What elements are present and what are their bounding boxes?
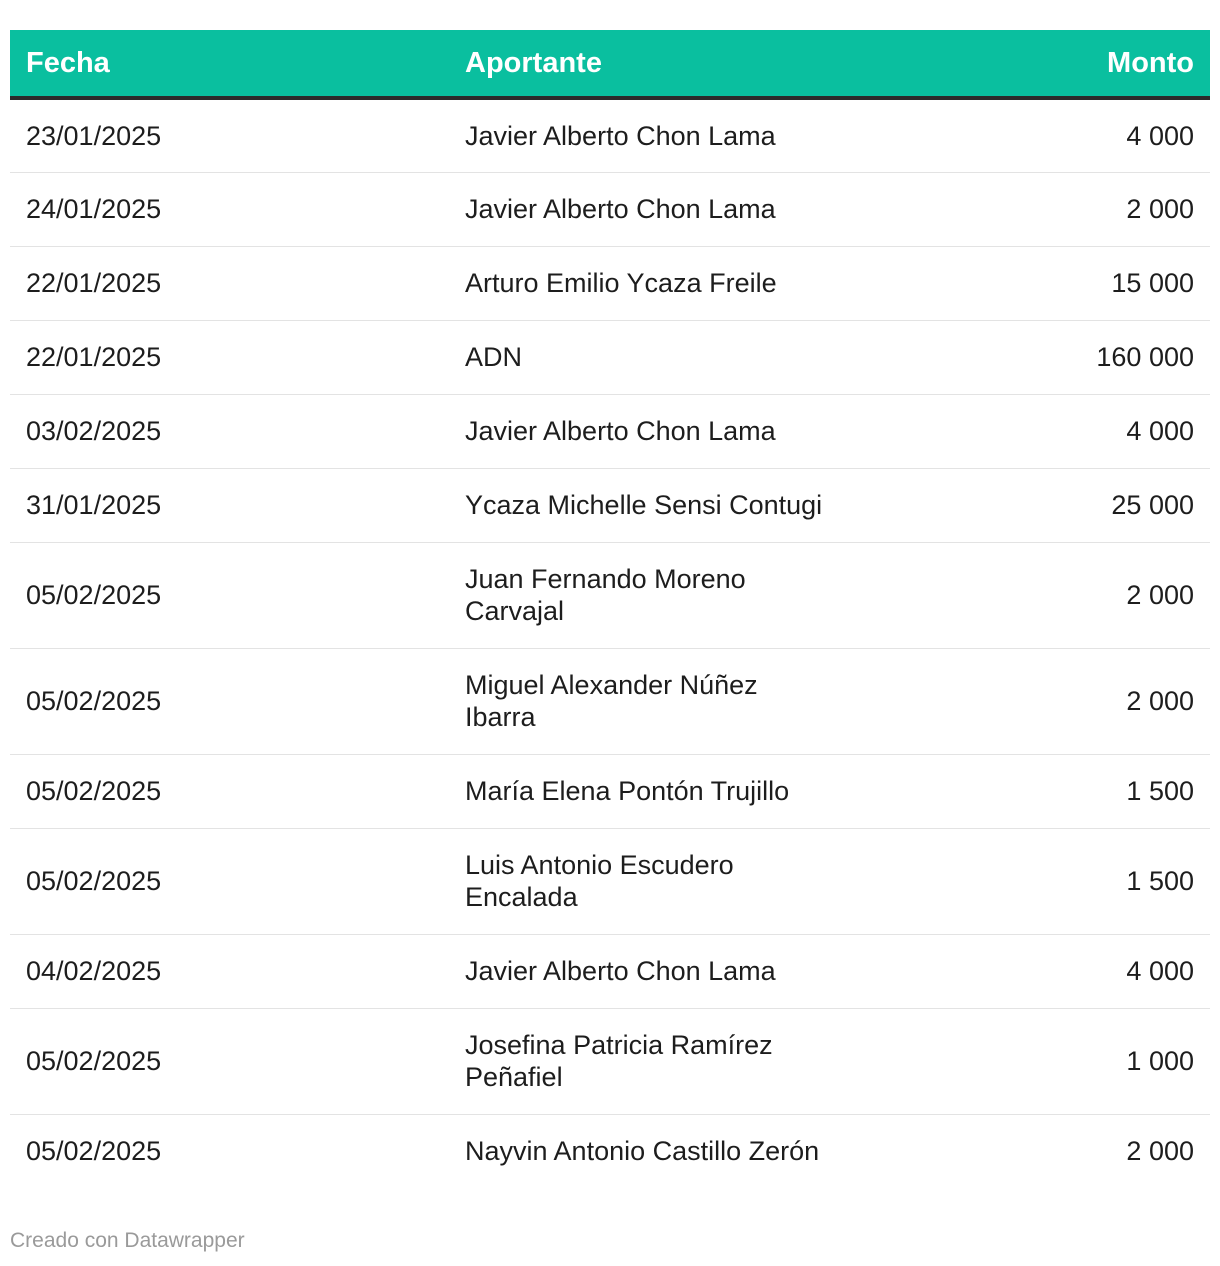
cell-fecha: 05/02/2025 xyxy=(10,754,449,828)
column-header-aportante[interactable]: Aportante xyxy=(449,30,829,98)
cell-fecha: 05/02/2025 xyxy=(10,828,449,934)
cell-aportante: Arturo Emilio Ycaza Freile xyxy=(449,246,829,320)
header-row xyxy=(10,30,1210,98)
table-row xyxy=(10,394,1210,468)
cell-aportante: Javier Alberto Chon Lama xyxy=(449,172,829,246)
cell-monto: 2 000 xyxy=(829,172,1210,246)
cell-fecha: 05/02/2025 xyxy=(10,542,449,648)
table-row xyxy=(10,1114,1210,1188)
cell-aportante: Miguel Alexander Núñez Ibarra xyxy=(449,648,829,754)
cell-fecha: 22/01/2025 xyxy=(10,246,449,320)
table-row xyxy=(10,172,1210,246)
cell-aportante: Javier Alberto Chon Lama xyxy=(449,394,829,468)
data-table-container xyxy=(10,30,1210,1188)
cell-aportante: Javier Alberto Chon Lama xyxy=(449,934,829,1008)
column-header-fecha[interactable]: Fecha xyxy=(10,30,449,98)
cell-monto: 4 000 xyxy=(829,98,1210,172)
cell-aportante: Ycaza Michelle Sensi Contugi xyxy=(449,468,829,542)
cell-monto: 2 000 xyxy=(829,542,1210,648)
table-body xyxy=(10,98,1210,1188)
column-header-monto[interactable]: Monto xyxy=(829,30,1210,98)
table-row xyxy=(10,648,1210,754)
table-row xyxy=(10,828,1210,934)
table-row xyxy=(10,246,1210,320)
cell-aportante: ADN xyxy=(449,320,829,394)
cell-fecha: 31/01/2025 xyxy=(10,468,449,542)
cell-monto: 2 000 xyxy=(829,648,1210,754)
cell-monto: 160 000 xyxy=(829,320,1210,394)
cell-fecha: 04/02/2025 xyxy=(10,934,449,1008)
datawrapper-credit[interactable]: Creado con Datawrapper xyxy=(10,1229,245,1252)
table-header xyxy=(10,30,1210,98)
cell-aportante: Josefina Patricia Ramírez Peñafiel xyxy=(449,1008,829,1114)
contributions-table xyxy=(10,30,1210,1188)
cell-monto: 2 000 xyxy=(1126,1136,1194,1167)
cell-aportante: Nayvin Antonio Castillo Zerón xyxy=(465,1136,820,1167)
cell-fecha: 05/02/2025 xyxy=(10,1008,449,1114)
table-row xyxy=(10,754,1210,828)
cell-monto: 1 500 xyxy=(829,754,1210,828)
cell-aportante: Javier Alberto Chon Lama xyxy=(449,98,829,172)
table-row xyxy=(10,934,1210,1008)
cell-fecha: 05/02/2025 xyxy=(10,648,449,754)
cell-monto: 1 000 xyxy=(829,1008,1210,1114)
cell-fecha: 23/01/2025 xyxy=(10,98,449,172)
cell-aportante: Juan Fernando Moreno Carvajal xyxy=(449,542,829,648)
table-row xyxy=(10,1008,1210,1114)
table-row xyxy=(10,542,1210,648)
cell-fecha: 05/02/2025 xyxy=(26,1136,162,1167)
cell-monto: 15 000 xyxy=(829,246,1210,320)
cell-monto: 4 000 xyxy=(829,394,1210,468)
cell-monto: 4 000 xyxy=(829,934,1210,1008)
table-row xyxy=(10,98,1210,172)
cell-fecha: 22/01/2025 xyxy=(10,320,449,394)
cell-aportante: Luis Antonio Escudero Encalada xyxy=(449,828,829,934)
cell-monto: 25 000 xyxy=(829,468,1210,542)
table-row xyxy=(10,320,1210,394)
cell-aportante: María Elena Pontón Trujillo xyxy=(449,754,829,828)
cell-fecha: 24/01/2025 xyxy=(10,172,449,246)
table-row xyxy=(10,468,1210,542)
cell-fecha: 03/02/2025 xyxy=(10,394,449,468)
cell-monto: 1 500 xyxy=(829,828,1210,934)
